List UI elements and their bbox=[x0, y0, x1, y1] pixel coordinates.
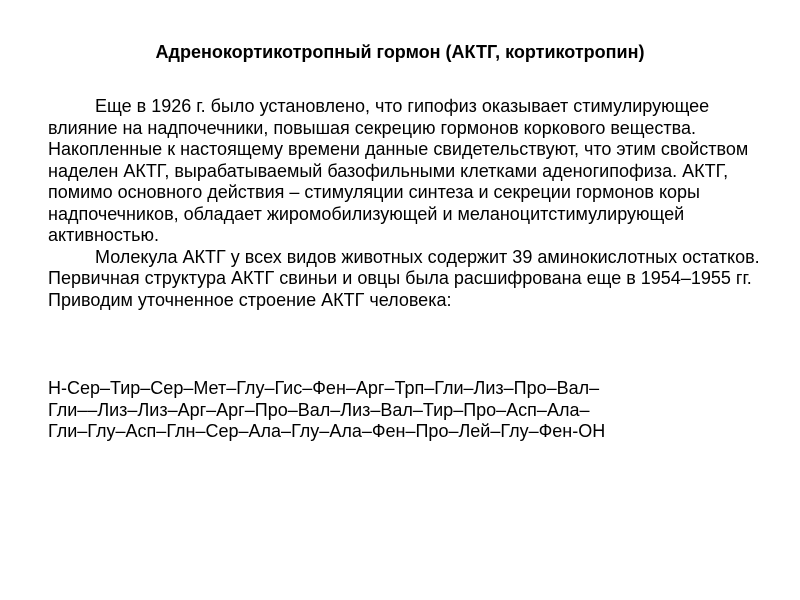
amino-acid-sequence bbox=[48, 378, 768, 443]
paragraph-history: Еще в 1926 г. было установлено, что гипофиз оказывает стимулирующее влияние на надпочечники, повышая секрецию гормонов коркового вещества. Накопленные к настоящему времени данные свидетельствуют, что этим свойством наделен АКТГ, вырабатываемый базофильными клетками аденогипофиза. АКТГ, помимо основного действия – стимуляции синтеза и секреции гормонов коры надпочечников, обладает жиромобилизующей и меланоцитстимулирующей активностью. bbox=[48, 96, 749, 245]
paragraph-molecule: Молекула АКТГ у всех видов животных содержит 39 аминокислотных остатков. Первичная структура АКТГ свиньи и овцы была расшифрована еще в 1954–1955 гг. Приводим уточненное строение АКТГ человека: bbox=[48, 246, 760, 310]
sequence-line-3: Гли–Глу–Асп–Глн–Сер–Ала–Глу–Ала–Фен–Про–Лей–Глу–Фен-ОН bbox=[48, 421, 606, 441]
sequence-line-2: Гли––Лиз–Лиз–Арг–Арг–Про–Вал–Лиз–Вал–Тир–Про–Асп–Ала– bbox=[48, 399, 590, 420]
sequence-line-1: Н-Сер–Тир–Сер–Мет–Глу–Гис–Фен–Арг–Трп–Гли–Лиз–Про–Вал– bbox=[48, 378, 600, 398]
body-text bbox=[48, 96, 764, 311]
slide-title: Адренокортикотропный гормон (АКТГ, кортикотропин) bbox=[155, 42, 645, 62]
